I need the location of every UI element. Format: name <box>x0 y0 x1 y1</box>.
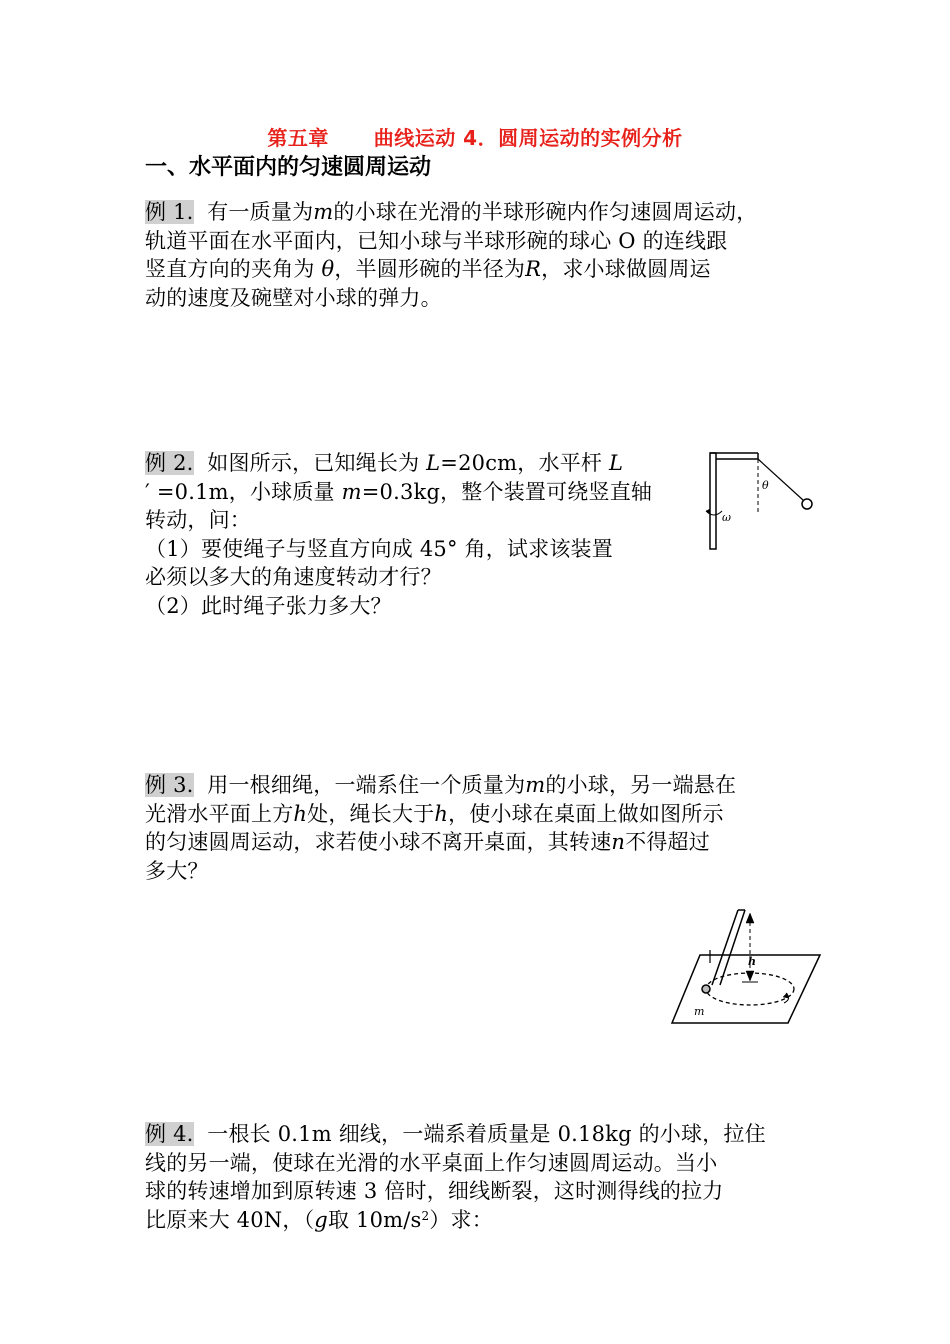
example-2-label: 例 2. <box>145 451 194 475</box>
example-1-label: 例 1. <box>145 200 194 224</box>
theta-label: θ <box>762 479 769 492</box>
example-4-label: 例 4. <box>145 1122 194 1146</box>
pendulum-figure <box>700 445 830 555</box>
chapter-title: 第五章 曲线运动 4．圆周运动的实例分析 <box>267 126 683 150</box>
conical-table-figure <box>670 905 830 1030</box>
support-post-left <box>712 910 738 985</box>
example-3-label: 例 3. <box>145 773 194 797</box>
example-3: 例 3. 用一根细绳，一端系住一个质量为m的小球，另一端悬在 光滑水平面上方h处，绳长大于h，使小球在桌面上做如图所示 的匀速圆周运动，求若使小球不离开桌面，其转速n不得超过 多大？ <box>145 773 737 883</box>
example-4: 例 4. 一根长 0.1m 细线，一端系着质量是 0.18kg 的小球，拉住 线的另一端，使球在光滑的水平桌面上作匀速圆周运动。当小 球的转速增加到原转速 3 倍时，细线断裂，这时测得线的拉力 比原来大 40N，（g取 $10m/s^2$）求： <box>145 1122 766 1232</box>
support-post-right <box>720 910 745 985</box>
vertical-post <box>710 453 716 549</box>
omega-label: ω <box>722 511 731 524</box>
h-label: h <box>748 955 756 968</box>
example-1: 例 1. 有一质量为m的小球在光滑的半球形碗内作匀速圆周运动， 轨道平面在水平面内，已知小球与半球形碗的球心 O 的连线跟 竖直方向的夹角为 θ，半圆形碗的半径为R，求小球做圆周运 动的速度及碗壁对小球的弹力。 <box>145 200 758 310</box>
ball <box>802 499 812 509</box>
example-2: 例 2. 如图所示，已知绳长为 L=20cm，水平杆 L ′ =0.1m，小球质量 m=0.3kg，整个装置可绕竖直轴 转动，问： （1）要使绳子与竖直方向成 45° 角，试求该装置 必须以多大的角速度转动才行？ （2）此时绳子张力多大？ <box>145 451 653 618</box>
m-label: m <box>694 1005 705 1018</box>
section-heading: 一、水平面内的匀速圆周运动 <box>145 155 432 180</box>
ball <box>702 985 710 993</box>
